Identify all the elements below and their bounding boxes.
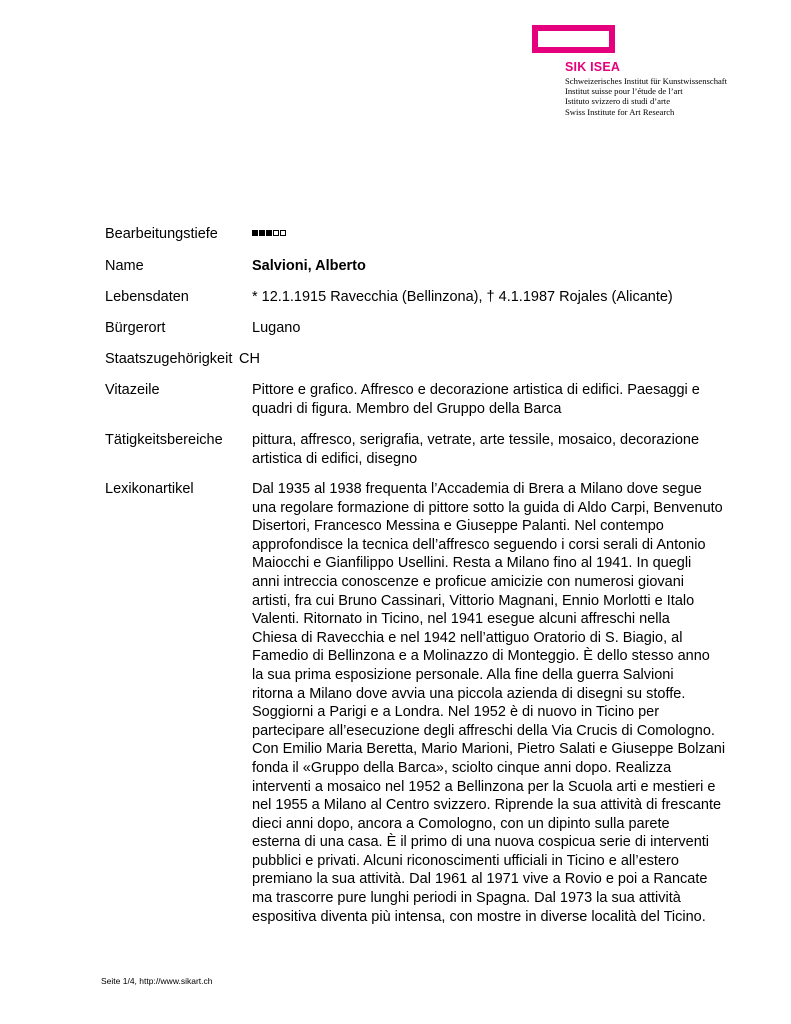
article-line: Maiocchi e Gianfilippo Usellini. Resta a Milano fino al 1941. In quegli — [252, 555, 692, 572]
value-taetigkeitsbereiche — [252, 431, 752, 468]
institute-names — [565, 76, 727, 117]
article-line: Valenti. Ritornato in Ticino, nel 1941 esegue alcuni affreschi nella — [252, 611, 670, 628]
depth-square-empty — [273, 230, 279, 236]
taetigkeitsbereiche-line: artistica di edifici, disegno — [252, 450, 418, 467]
institute-name-it: Istituto svizzero di studi d’arte — [565, 96, 671, 107]
article-line: artisti, fra cui Bruno Cassinari, Vittorio Magnani, Ennio Morlotti e Italo — [252, 592, 695, 609]
value-lebensdaten: * 12.1.1915 Ravecchia (Bellinzona), † 4.1.1987 Rojales (Alicante) — [252, 289, 673, 305]
depth-square-empty — [280, 230, 286, 236]
value-vitazeile — [252, 381, 752, 418]
article-line: la sua prima esposizione personale. Alla fine della guerra Salvioni — [252, 666, 674, 683]
article-line: Dal 1935 al 1938 frequenta l’Accademia di Brera a Milano dove segue — [252, 481, 702, 497]
label-vitazeile: Vitazeile — [105, 382, 160, 398]
institute-name-fr: Institut suisse pour l’étude de l’art — [565, 86, 683, 97]
label-buergerort: Bürgerort — [105, 320, 166, 336]
article-line: dieci anni dopo, ancora a Comologno, con un dipinto sulla parete — [252, 815, 670, 832]
institute-name-en: Swiss Institute for Art Research — [565, 106, 675, 117]
depth-indicator — [252, 225, 752, 244]
vitazeile-line: quadri di figura. Membro del Gruppo della Barca — [252, 400, 562, 417]
label-lebensdaten: Lebensdaten — [105, 289, 189, 305]
article-line: una regolare formazione di pittore sotto la guida di Aldo Carpi, Benvenuto — [252, 499, 723, 516]
label-lexikonartikel: Lexikonartikel — [105, 481, 194, 497]
value-lexikonartikel — [252, 480, 752, 926]
article-line: interventi a mosaico nel 1952 a Bellinzona per la Scuola arti e mestieri e — [252, 778, 716, 795]
article-line: Disertori, Francesco Messina e Giuseppe Palanti. Nel contempo — [252, 518, 664, 535]
article-line: anni intreccia conoscenze e proficue amicizie con numerosi giovani — [252, 573, 685, 590]
depth-square-filled — [266, 230, 272, 236]
article-line: Soggiorni a Parigi e a Londra. Nel 1952 è di nuovo in Ticino per — [252, 704, 660, 721]
article-line: premiano la sua attività. Dal 1961 al 1971 vive a Rovio e poi a Rancate — [252, 871, 708, 888]
label-name: Name — [105, 258, 144, 274]
article-line: fonda il «Gruppo della Barca», sciolto cinque anni dopo. Realizza — [252, 759, 672, 776]
depth-square-filled — [259, 230, 265, 236]
article-line: pubblici e privati. Alcuni riconoscimenti ufficiali in Ticino e all’estero — [252, 852, 679, 869]
page-footer: Seite 1/4, http://www.sikart.ch — [101, 976, 213, 986]
value-buergerort: Lugano — [252, 320, 301, 336]
logo-name: SIK ISEA — [565, 60, 621, 74]
value-name: Salvioni, Alberto — [252, 258, 366, 274]
vitazeile-line: Pittore e grafico. Affresco e decorazione artistica di edifici. Paesaggi e — [252, 382, 700, 398]
label-bearbeitungstiefe: Bearbeitungstiefe — [105, 226, 218, 242]
article-line: Con Emilio Maria Beretta, Mario Marioni, Pietro Salati e Giuseppe Bolzani — [252, 741, 726, 758]
article-line: espositiva diventa più intensa, con mostre in diverse località del Ticino. — [252, 908, 706, 925]
article-line: Famedio di Bellinzona e a Molinazzo di Monteggio. È dello stesso anno — [252, 648, 710, 665]
article-line: approfondisce la tecnica dell’affresco seguendo i corsi serali di Antonio — [252, 536, 706, 553]
article-line: partecipare all’esecuzione degli affreschi della Via Crucis di Comologno. — [252, 722, 715, 739]
article-line: Chiesa di Ravecchia e nel 1942 nell’attiguo Oratorio di S. Biagio, al — [252, 629, 683, 646]
depth-squares — [252, 230, 286, 236]
logo-frame — [532, 25, 615, 53]
article-line: nel 1955 a Milano al Centro svizzero. Riprende la sua attività di frescante — [252, 797, 722, 814]
depth-square-filled — [252, 230, 258, 236]
label-staatszugehoerigkeit: Staatszugehörigkeit — [105, 351, 233, 367]
institute-name-de: Schweizerisches Institut für Kunstwissenschaft — [565, 76, 728, 86]
value-staatszugehoerigkeit: CH — [239, 351, 260, 367]
article-line: ritorna a Milano dove avvia una piccola azienda di disegni su stoffe. — [252, 685, 686, 702]
article-line: ma trascorre pure lunghi periodi in Spagna. Dal 1973 la sua attività — [252, 890, 681, 907]
label-taetigkeitsbereiche: Tätigkeitsbereiche — [105, 432, 223, 448]
taetigkeitsbereiche-line: pittura, affresco, serigrafia, vetrate, arte tessile, mosaico, decorazione — [252, 432, 700, 448]
article-line: esterna di una casa. È il primo di una nuova cospicua serie di interventi — [252, 834, 710, 851]
